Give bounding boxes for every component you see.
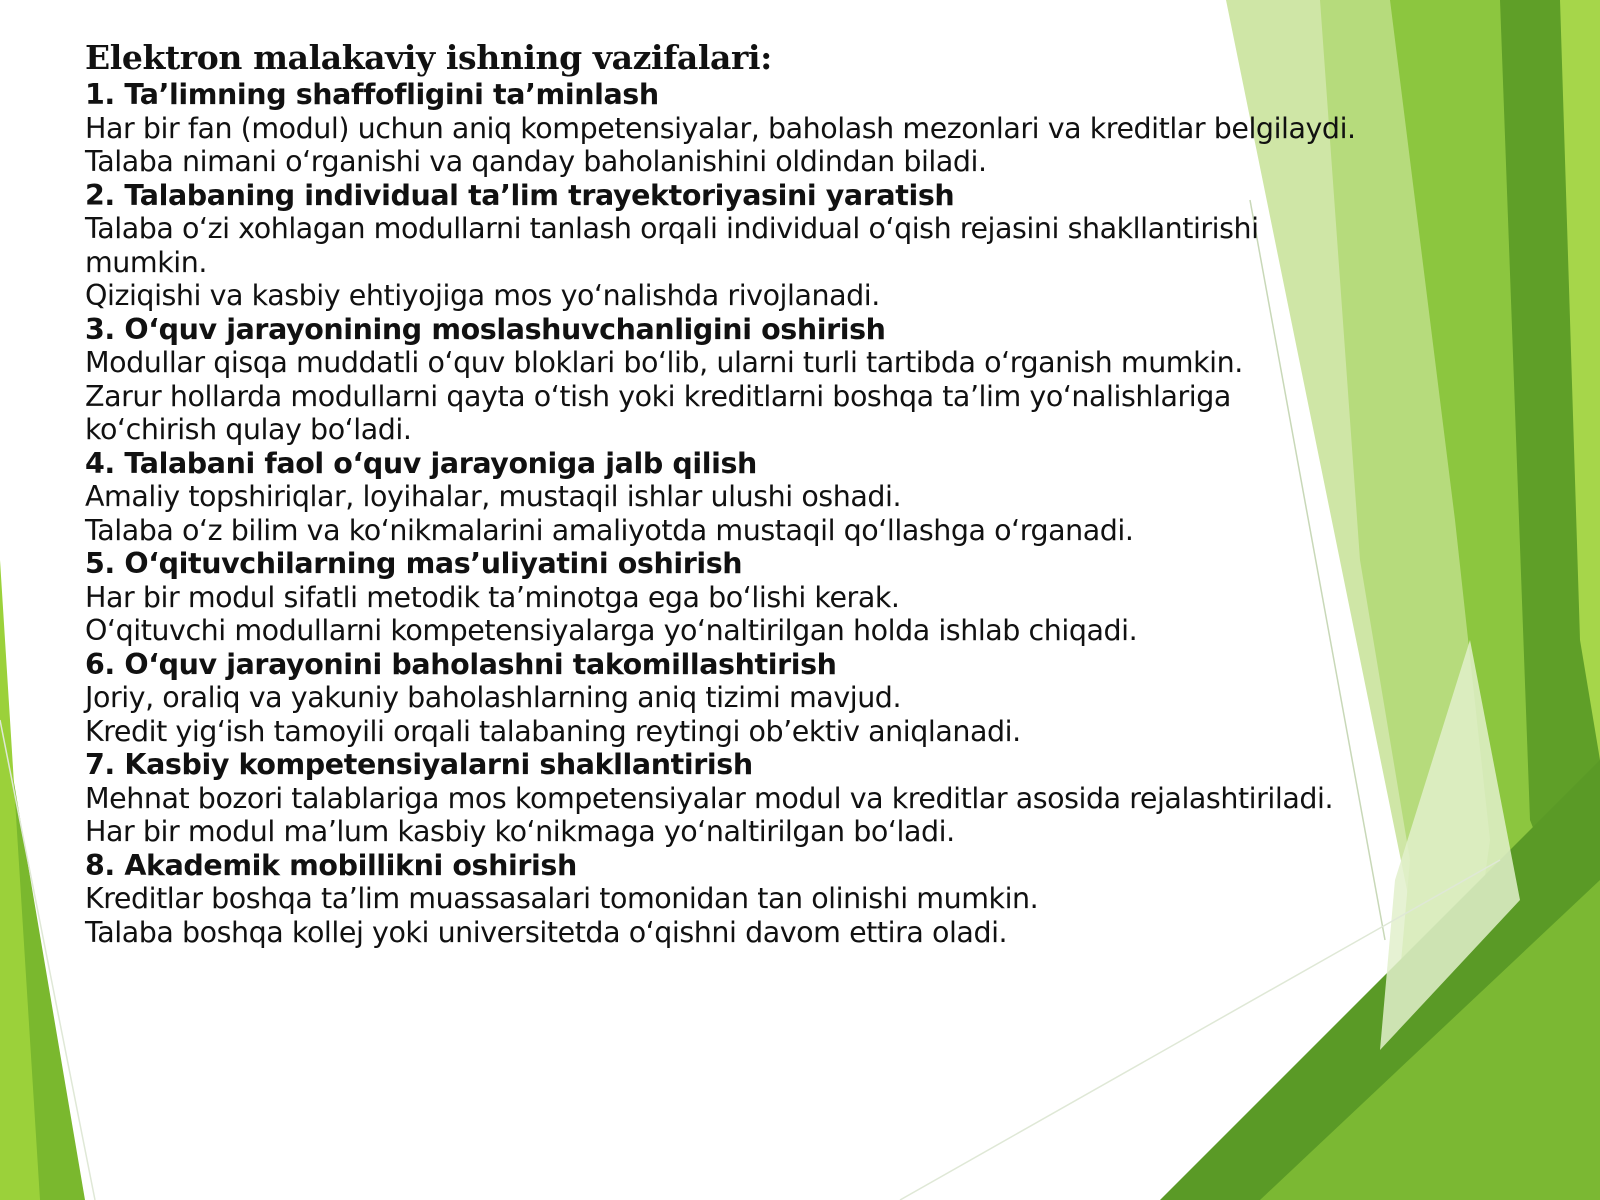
section-3: [85, 313, 1365, 447]
section-text: Talaba boshqa kollej yoki universitetda o‘qishni davom ettira oladi.: [85, 915, 1008, 949]
section-heading: 2. Talabaning individual ta’lim trayektoriyasini yaratish: [85, 178, 955, 212]
section-text: Kredit yig‘ish tamoyili orqali talabaning reytingi ob’ektiv aniqlanadi.: [85, 714, 1021, 748]
section-5: [85, 547, 1365, 648]
section-heading: 3. O‘quv jarayonining moslashuvchanligini oshirish: [85, 312, 886, 346]
section-text: Amaliy topshiriqlar, loyihalar, mustaqil ishlar ulushi oshadi.: [85, 480, 902, 513]
section-1: [85, 78, 1365, 179]
section-text: Mehnat bozori talablariga mos kompetensiyalar modul va kreditlar asosida rejalashtiriladi.: [85, 781, 1334, 815]
section-text: O‘qituvchi modullarni kompetensiyalarga yo‘naltirilgan holda ishlab chiqadi.: [85, 614, 1138, 647]
section-text: Zarur hollarda modullarni qayta o‘tish yoki kreditlarni boshqa ta’lim yo‘nalishlariga ko‘chirish qulay bo‘ladi.: [85, 379, 1231, 446]
section-text: Modullar qisqa muddatli o‘quv bloklari bo‘lib, ularni turli tartibda o‘rganish mumkin.: [85, 346, 1243, 379]
section-heading: 5. O‘qituvchilarning mas’uliyatini oshirish: [85, 547, 743, 580]
section-text: Joriy, oraliq va yakuniy baholashlarning aniq tizimi mavjud.: [85, 681, 902, 714]
section-6: [85, 648, 1365, 749]
section-heading: 8. Akademik mobillikni oshirish: [85, 848, 577, 882]
section-text: Har bir modul sifatli metodik ta’minotga ega bo‘lishi kerak.: [85, 580, 900, 614]
section-heading: 4. Talabani faol o‘quv jarayoniga jalb qilish: [85, 446, 757, 480]
slide-title: Elektron malakaviy ishning vazifalari:: [85, 38, 772, 77]
section-heading: 6. O‘quv jarayonini baholashni takomillashtirish: [85, 647, 837, 681]
section-text: Qiziqishi va kasbiy ehtiyojiga mos yo‘nalishda rivojlanadi.: [85, 279, 880, 312]
facet-left-light: [0, 560, 40, 1200]
section-2: [85, 179, 1365, 313]
section-text: Talaba o‘z bilim va ko‘nikmalarini amaliyotda mustaqil qo‘llashga o‘rganadi.: [85, 513, 1134, 547]
section-text: Har bir fan (modul) uchun aniq kompetensiyalar, baholash mezonlari va kreditlar belgilaydi.: [85, 111, 1356, 145]
slide-content: [85, 38, 1365, 949]
section-heading: 7. Kasbiy kompetensiyalarni shakllantirish: [85, 748, 753, 781]
section-text: Talaba o‘zi xohlagan modullarni tanlash orqali individual o‘qish rejasini shakllantirishi mumkin.: [85, 212, 1259, 279]
section-8: [85, 849, 1365, 950]
section-4: [85, 447, 1365, 548]
section-text: Har bir modul ma’lum kasbiy ko‘nikmaga yo‘naltirilgan bo‘ladi.: [85, 815, 955, 848]
section-text: Kreditlar boshqa ta’lim muassasalari tomonidan tan olinishi mumkin.: [85, 882, 1039, 915]
section-7: [85, 748, 1365, 849]
section-heading: 1. Ta’limning shaffofligini ta’minlash: [85, 78, 659, 111]
sections-list: [85, 78, 1365, 949]
section-text: Talaba nimani o‘rganishi va qanday baholanishini oldindan biladi.: [85, 145, 987, 178]
